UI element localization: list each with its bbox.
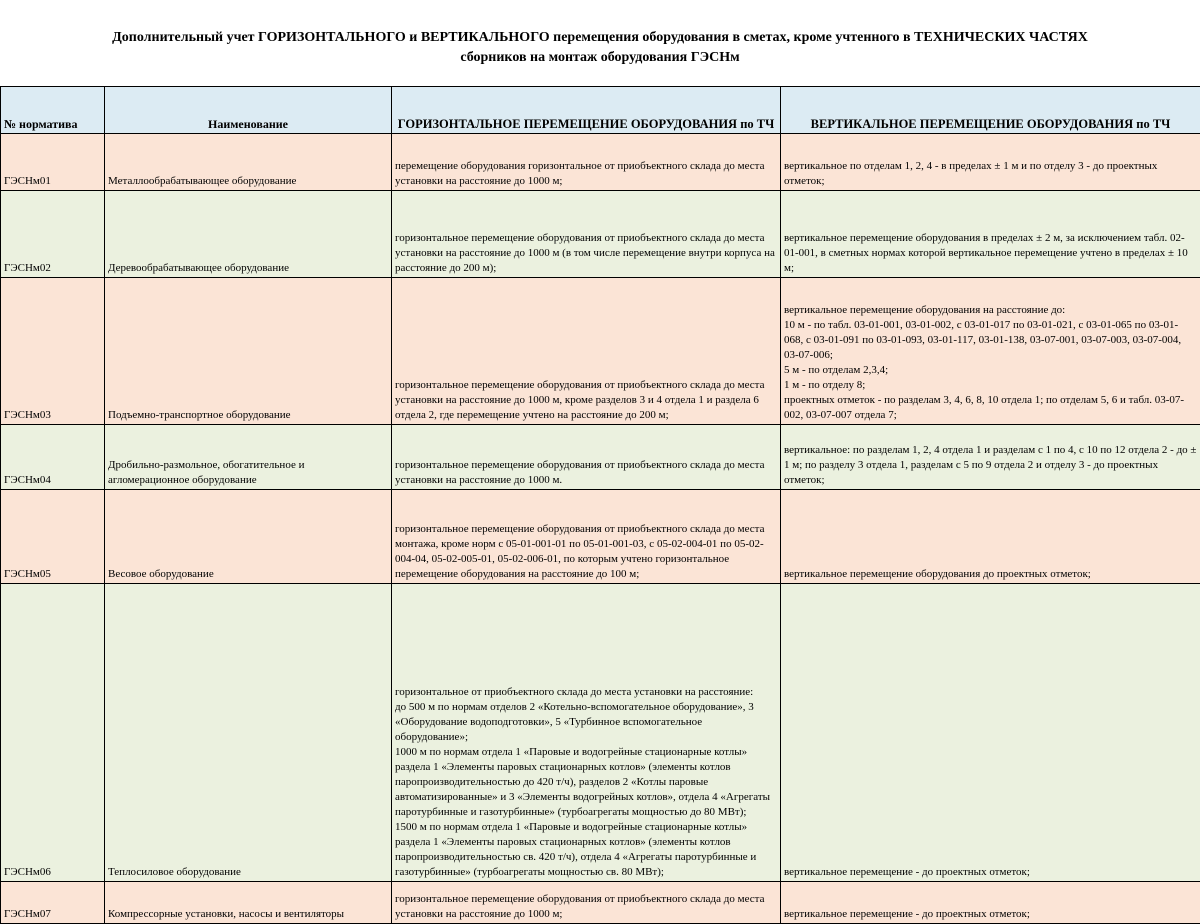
row-vertical: вертикальное перемещение - до проектных отметок; (781, 584, 1200, 882)
row-code: ГЭСНм06 (1, 584, 105, 882)
table-row (1, 278, 1200, 425)
page-title (0, 28, 1200, 68)
row-vertical: вертикальное перемещение оборудования на расстояние до: 10 м - по табл. 03-01-001, 03-01-002, с 03-01-017 по 03-01-021, с 03-01-065 по 03-01-068, с 03-01-091 по 03-01-093, 03-01-117, 03-01-138, 03-07-001, 03-07-003, 03-07-004, 03-07-006; 5 м - по отделам 2,3,4; 1 м - по отделу 8; проектных отметок - по разделам 3, 4, 6, 8, 10 отдела 1; по отделам 5, 6 и табл. 03-07-002, 03-07-007 отдела 7; (781, 278, 1200, 425)
table-row (1, 490, 1200, 584)
row-horizontal: горизонтальное перемещение оборудования от приобъектного склада до места установки на расстояние до 1000 м, кроме разделов 3 и 4 отдела 1 и раздела 6 отдела 2, где перемещение учтено на расстояние до 200 м; (392, 278, 781, 425)
row-name: Дробильно-размольное, обогатительное и агломерационное оборудование (105, 425, 392, 490)
table-row (1, 191, 1200, 278)
row-horizontal: горизонтальное перемещение оборудования от приобъектного склада до места монтажа, кроме норм с 05-01-001-01 по 05-01-001-03, с 05-02-004-01 по 05-02-004-04, 05-02-005-01, 05-02-006-01, по которым учтено горизонтальное перемещение оборудования на расстояние до 100 м; (392, 490, 781, 584)
row-name: Деревообрабатывающее оборудование (105, 191, 392, 278)
table-row (1, 882, 1200, 924)
row-horizontal: перемещение оборудования горизонтальное от приобъектного склада до места установки на расстояние до 1000 м; (392, 134, 781, 191)
norms-table (0, 86, 1200, 924)
table-row (1, 425, 1200, 490)
row-vertical: вертикальное по отделам 1, 2, 4 - в пределах ± 1 м и по отделу 3 - до проектных отметок; (781, 134, 1200, 191)
row-code: ГЭСНм07 (1, 882, 105, 924)
row-name: Теплосиловое оборудование (105, 584, 392, 882)
row-horizontal: горизонтальное перемещение оборудования от приобъектного склада до места установки на расстояние до 1000 м; (392, 882, 781, 924)
row-name: Весовое оборудование (105, 490, 392, 584)
title-line-2: сборников на монтаж оборудования ГЭСНм (460, 50, 740, 65)
title-line-1: Дополнительный учет ГОРИЗОНТАЛЬНОГО и ВЕРТИКАЛЬНОГО перемещения оборудования в сметах, кроме учтенного в ТЕХНИЧЕСКИХ ЧАСТЯХ (112, 30, 1088, 45)
table-row (1, 584, 1200, 882)
table-row (1, 134, 1200, 191)
row-vertical: вертикальное перемещение оборудования до проектных отметок; (781, 490, 1200, 584)
row-name: Компрессорные установки, насосы и вентиляторы (105, 882, 392, 924)
header-code: № норматива (1, 87, 105, 134)
header-vertical: ВЕРТИКАЛЬНОЕ ПЕРЕМЕЩЕНИЕ ОБОРУДОВАНИЯ по ТЧ (781, 87, 1200, 134)
row-horizontal: горизонтальное перемещение оборудования от приобъектного склада до места установки на расстояние до 1000 м. (392, 425, 781, 490)
row-vertical: вертикальное перемещение оборудования в пределах ± 2 м, за исключением табл. 02-01-001, в сметных нормах которой вертикальное перемещение учтено в пределах ± 10 м; (781, 191, 1200, 278)
header-horizontal: ГОРИЗОНТАЛЬНОЕ ПЕРЕМЕЩЕНИЕ ОБОРУДОВАНИЯ по ТЧ (392, 87, 781, 134)
row-code: ГЭСНм05 (1, 490, 105, 584)
row-code: ГЭСНм02 (1, 191, 105, 278)
header-row (1, 87, 1200, 134)
row-vertical: вертикальное перемещение - до проектных отметок; (781, 882, 1200, 924)
row-horizontal: горизонтальное от приобъектного склада до места установки на расстояние: до 500 м по нормам отделов 2 «Котельно-вспомогательное оборудование», 3 «Оборудование водоподготовки», 5 «Турбинное вспомогательное оборудование»; 1000 м по нормам отдела 1 «Паровые и водогрейные стационарные котлы» раздела 1 «Элементы паровых стационарных котлов» (элементы котлов паропроизводительностью до 420 т/ч), разделов 2 «Котлы паровые автоматизированные» и 3 «Элементы водогрейных котлов», отдела 4 «Агрегаты паротурбинные и газотурбинные» (турбоагрегаты мощностью до 80 МВт); 1500 м по нормам отдела 1 «Паровые и водогрейные стационарные котлы» раздела 1 «Элементы паровых стационарных котлов» (элементы котлов паропроизводительностью св. 420 т/ч), отдела 4 «Агрегаты паротурбинные и газотурбинные» (турбоагрегаты мощностью св. 80 МВт); (392, 584, 781, 882)
row-vertical: вертикальное: по разделам 1, 2, 4 отдела 1 и разделам с 1 по 4, с 10 по 12 отдела 2 - до ± 1 м; по разделу 3 отдела 1, разделам с 5 по 9 отдела 2 и отделу 3 - до проектных отметок; (781, 425, 1200, 490)
header-name: Наименование (105, 87, 392, 134)
row-name: Металлообрабатывающее оборудование (105, 134, 392, 191)
row-code: ГЭСНм04 (1, 425, 105, 490)
row-code: ГЭСНм03 (1, 278, 105, 425)
row-code: ГЭСНм01 (1, 134, 105, 191)
row-name: Подъемно-транспортное оборудование (105, 278, 392, 425)
row-horizontal: горизонтальное перемещение оборудования от приобъектного склада до места установки на расстояние до 1000 м (в том числе перемещение внутри корпуса на расстояние до 200 м); (392, 191, 781, 278)
